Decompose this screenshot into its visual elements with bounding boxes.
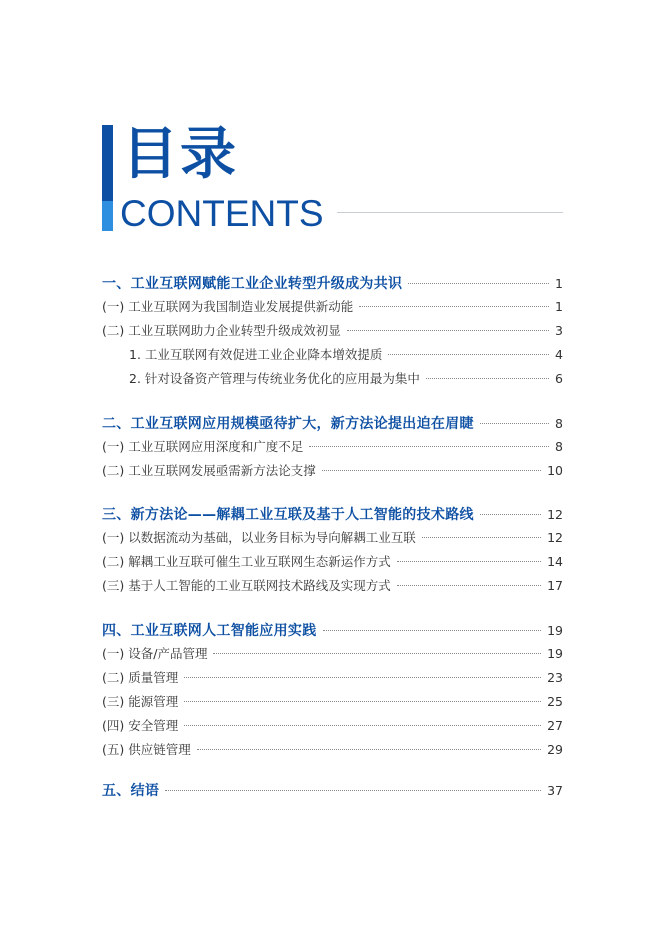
toc-subsection-entry[interactable] bbox=[129, 345, 563, 363]
page-title-english: CONTENTS bbox=[120, 193, 324, 234]
toc-section-entry[interactable] bbox=[102, 620, 563, 640]
toc-dot-leader bbox=[347, 330, 549, 331]
title-accent-bar-light bbox=[102, 201, 113, 231]
toc-dot-leader bbox=[480, 423, 549, 424]
toc-page-number: 4 bbox=[555, 347, 563, 362]
toc-page-number: 1 bbox=[555, 299, 563, 314]
toc-entry-label: 三、新方法论——解耦工业互联及基于人工智能的技术路线 bbox=[102, 507, 474, 523]
toc-entry-label: (四) 安全管理 bbox=[102, 718, 179, 733]
toc-dot-leader bbox=[309, 446, 549, 447]
toc-entry-label: (二) 工业互联网发展亟需新方法论支撑 bbox=[102, 463, 316, 478]
toc-dot-leader bbox=[426, 378, 549, 379]
toc-entry-label: (二) 解耦工业互联可催生工业互联网生态新运作方式 bbox=[102, 554, 391, 569]
toc-dot-leader bbox=[480, 514, 541, 515]
toc-entry-label: 四、工业互联网人工智能应用实践 bbox=[102, 623, 317, 639]
toc-entry-label: 1. 工业互联网有效促进工业企业降本增效提质 bbox=[129, 347, 383, 362]
toc-entry-label: (五) 供应链管理 bbox=[102, 742, 191, 757]
toc-entry-label: (一) 以数据流动为基础，以业务目标为导向解耦工业互联 bbox=[102, 530, 416, 545]
toc-dot-leader bbox=[184, 677, 541, 678]
toc-page-number: 37 bbox=[547, 783, 563, 798]
toc-section-entry[interactable] bbox=[102, 273, 563, 293]
toc-dot-leader bbox=[165, 790, 541, 791]
title-divider bbox=[337, 212, 563, 213]
toc-entry-label: (一) 工业互联网应用深度和广度不足 bbox=[102, 439, 304, 454]
toc-entry-label: 一、工业互联网赋能工业企业转型升级成为共识 bbox=[102, 276, 403, 292]
toc-subsection-entry[interactable] bbox=[102, 552, 563, 570]
toc-page-number: 6 bbox=[555, 371, 563, 386]
toc-section-entry[interactable] bbox=[102, 504, 563, 524]
toc-subsection-entry[interactable] bbox=[102, 461, 563, 479]
toc-subsection-entry[interactable] bbox=[102, 437, 563, 455]
toc-dot-leader bbox=[397, 585, 541, 586]
toc-page-number: 19 bbox=[547, 623, 563, 638]
toc-entry-label: (二) 工业互联网助力企业转型升级成效初显 bbox=[102, 323, 341, 338]
toc-page-number: 8 bbox=[555, 439, 563, 454]
toc-page-number: 1 bbox=[555, 276, 563, 291]
toc-entry-label: 二、工业互联网应用规模亟待扩大，新方法论提出迫在眉睫 bbox=[102, 416, 474, 432]
toc-page-number: 14 bbox=[547, 554, 563, 569]
toc-page-number: 29 bbox=[547, 742, 563, 757]
toc-subsection-entry[interactable] bbox=[102, 716, 563, 734]
toc-subsection-entry[interactable] bbox=[102, 668, 563, 686]
toc-section-entry[interactable] bbox=[102, 413, 563, 433]
toc-dot-leader bbox=[322, 470, 541, 471]
toc-page-number: 12 bbox=[547, 507, 563, 522]
toc-page-number: 23 bbox=[547, 670, 563, 685]
toc-subsection-entry[interactable] bbox=[102, 692, 563, 710]
toc-dot-leader bbox=[197, 749, 541, 750]
toc-subsection-entry[interactable] bbox=[102, 740, 563, 758]
toc-dot-leader bbox=[397, 561, 541, 562]
toc-page-number: 8 bbox=[555, 416, 563, 431]
toc-subsection-entry[interactable] bbox=[102, 297, 563, 315]
toc-dot-leader bbox=[184, 725, 541, 726]
toc-subsection-entry[interactable] bbox=[129, 369, 563, 387]
toc-page-number: 17 bbox=[547, 578, 563, 593]
title-accent-bar-dark bbox=[102, 125, 113, 201]
toc-dot-leader bbox=[422, 537, 541, 538]
toc-page-number: 12 bbox=[547, 530, 563, 545]
toc-entry-label: 2. 针对设备资产管理与传统业务优化的应用最为集中 bbox=[129, 371, 420, 386]
toc-subsection-entry[interactable] bbox=[102, 321, 563, 339]
toc-page-number: 10 bbox=[547, 463, 563, 478]
toc-dot-leader bbox=[184, 701, 541, 702]
toc-entry-label: (一) 设备/产品管理 bbox=[102, 646, 208, 661]
toc-subsection-entry[interactable] bbox=[102, 644, 563, 662]
toc-section-entry[interactable] bbox=[102, 780, 563, 800]
toc-dot-leader bbox=[388, 354, 549, 355]
toc-entry-label: (三) 基于人工智能的工业互联网技术路线及实现方式 bbox=[102, 578, 391, 593]
toc-entry-label: (三) 能源管理 bbox=[102, 694, 179, 709]
toc-subsection-entry[interactable] bbox=[102, 576, 563, 594]
page-title-chinese: 目录 bbox=[122, 122, 238, 187]
toc-entry-label: 五、结语 bbox=[102, 783, 160, 799]
toc-entry-label: (一) 工业互联网为我国制造业发展提供新动能 bbox=[102, 299, 354, 314]
toc-entry-label: (二) 质量管理 bbox=[102, 670, 179, 685]
toc-dot-leader bbox=[213, 653, 541, 654]
toc-subsection-entry[interactable] bbox=[102, 528, 563, 546]
toc-dot-leader bbox=[408, 283, 549, 284]
toc-page-number: 25 bbox=[547, 694, 563, 709]
toc-page-number: 3 bbox=[555, 323, 563, 338]
toc-dot-leader bbox=[359, 306, 549, 307]
toc-page-number: 19 bbox=[547, 646, 563, 661]
toc-page-number: 27 bbox=[547, 718, 563, 733]
toc-dot-leader bbox=[323, 630, 542, 631]
